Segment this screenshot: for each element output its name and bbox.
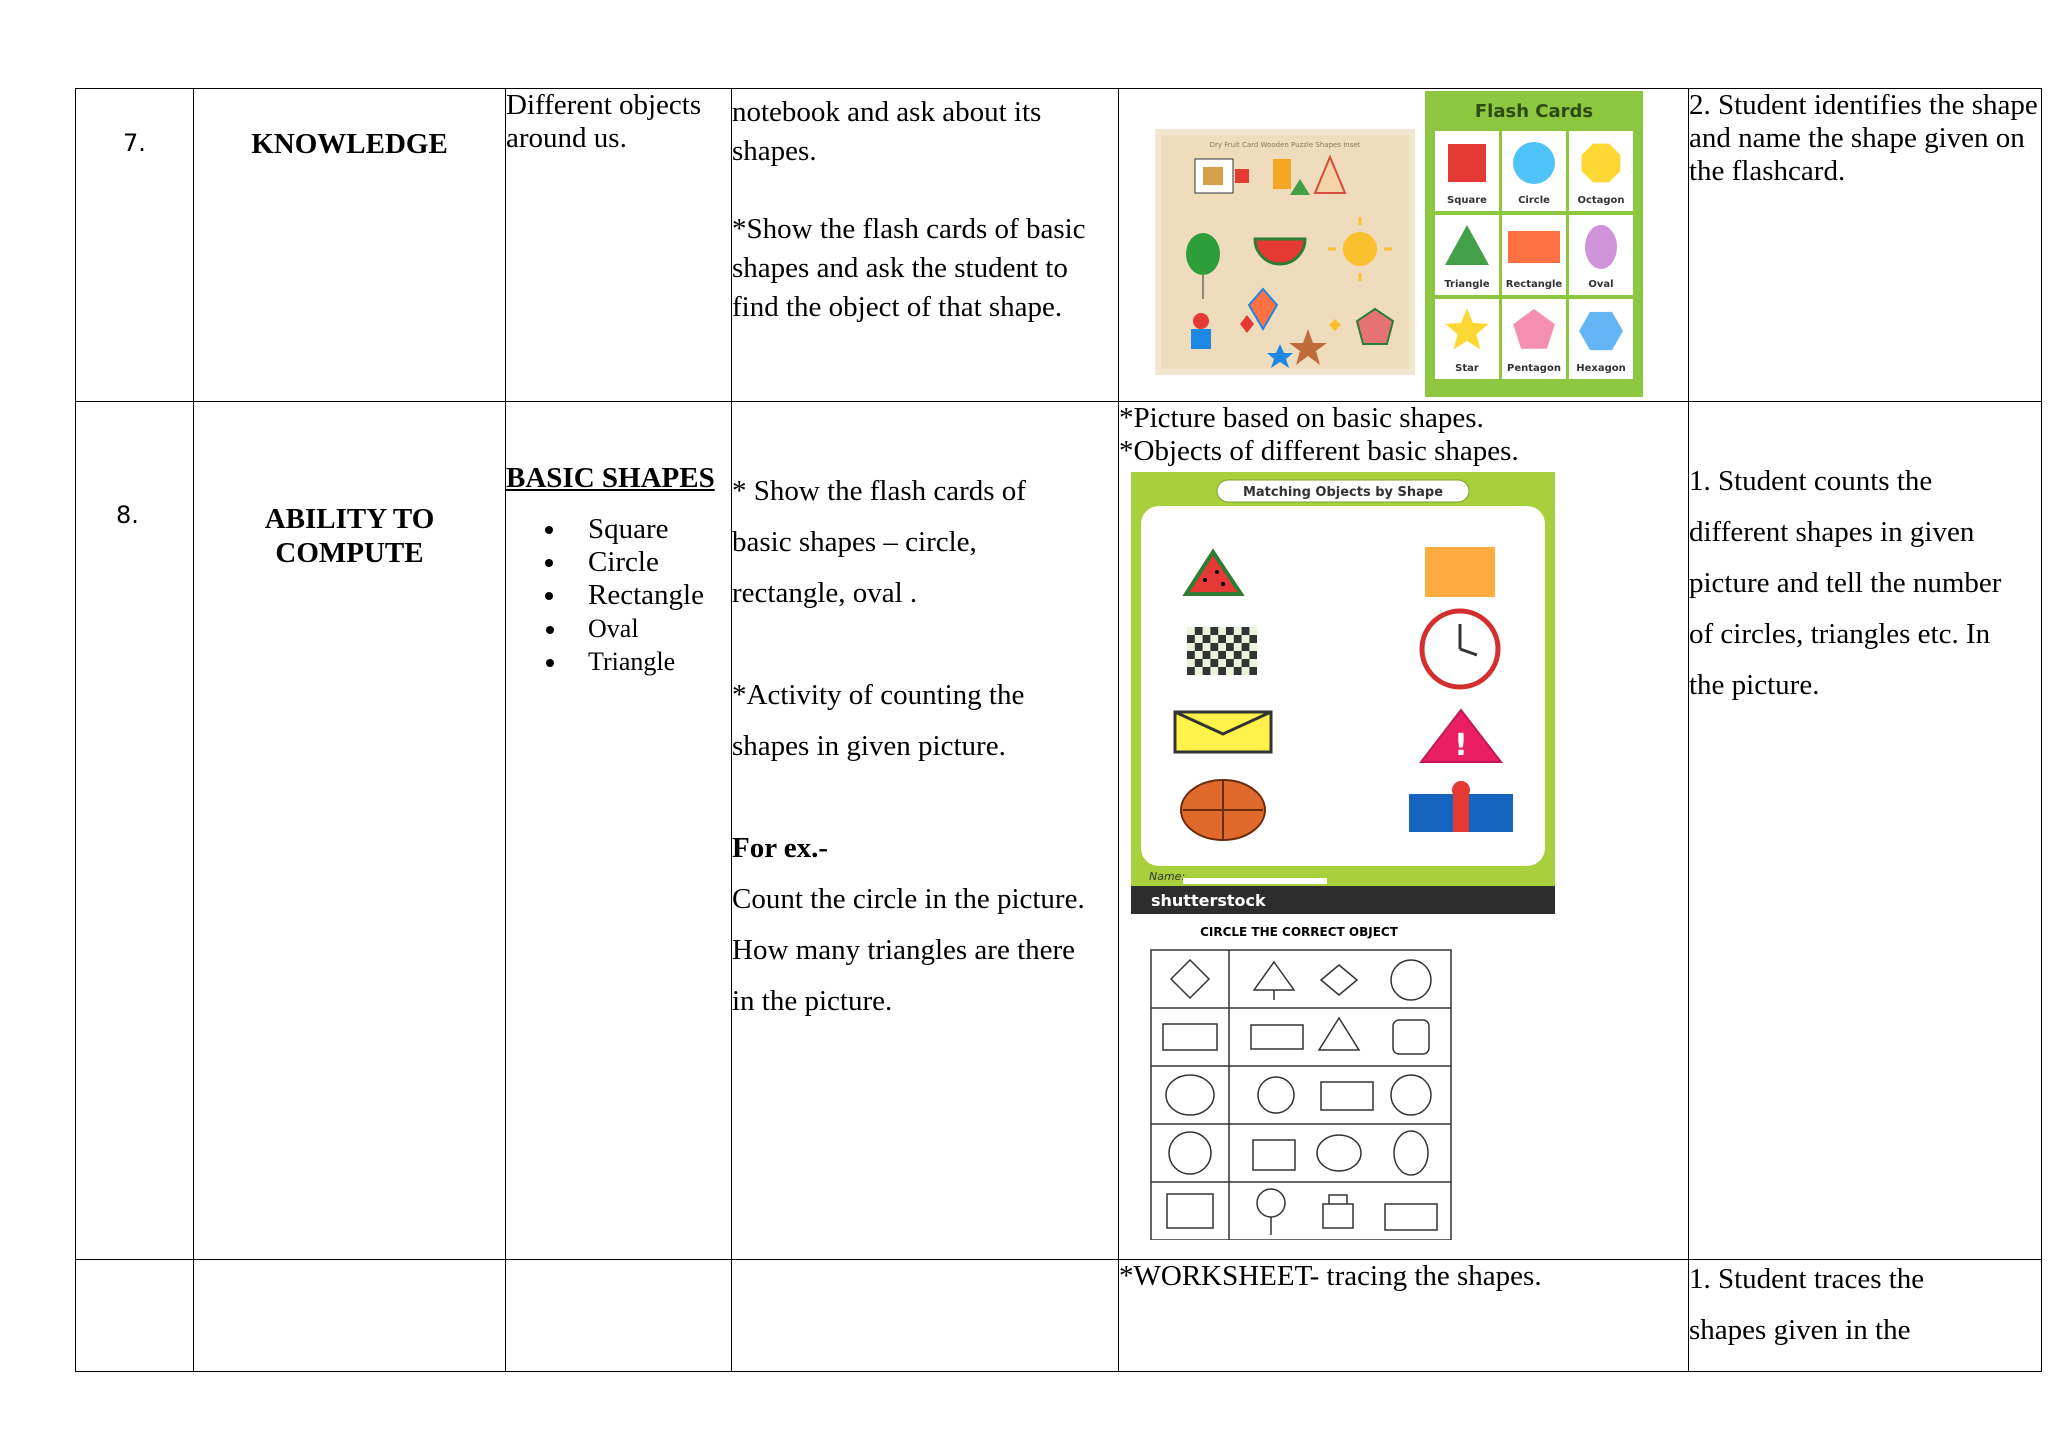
activity-text: [732, 93, 1118, 327]
list-item: • Rectangle: [568, 579, 731, 612]
domain-line: COMPUTE: [275, 537, 424, 569]
circle-correct-object-image: [1129, 920, 1469, 1240]
table-row: [76, 89, 2042, 402]
domain-cell: [194, 89, 506, 402]
outcome-text: [1689, 1254, 2041, 1356]
outcome-cell: [1689, 1260, 2042, 1372]
content-cell: [506, 402, 732, 1260]
resource-line: *Picture based on basic shapes.: [1119, 402, 1484, 434]
activity-line: * Show the flash cards of: [732, 475, 1026, 507]
activity-cell: [732, 1260, 1119, 1372]
example-line: Count the circle in the picture.: [732, 883, 1085, 915]
flashcard-label: Hexagon: [1576, 363, 1626, 374]
resources-cell: [1119, 1260, 1689, 1372]
domain-title: [194, 502, 505, 570]
domain-line: ABILITY TO: [264, 503, 435, 535]
row-number: 8.: [116, 501, 139, 529]
activity-line: rectangle, oval .: [732, 577, 918, 609]
table-row: [76, 1260, 2042, 1372]
domain-cell: [194, 1260, 506, 1372]
activity-line: shapes and ask the student to: [732, 252, 1068, 284]
matching-title: Matching Objects by Shape: [1242, 485, 1444, 500]
content-text: Different objects around us.: [506, 89, 702, 154]
shapes-list: [506, 513, 731, 678]
flashcard-label: Star: [1455, 363, 1479, 374]
domain-cell: [194, 402, 506, 1260]
svg-text:!: !: [1454, 728, 1468, 763]
outcome-cell: [1689, 402, 2042, 1260]
square-icon: [1448, 144, 1486, 182]
basic-shapes-heading: BASIC SHAPES: [506, 462, 715, 494]
outcome-line: 1. Student counts the: [1689, 465, 1933, 497]
lesson-plan-table: [75, 88, 2042, 1372]
octagon-icon: [1582, 144, 1621, 183]
outcome-line: 1. Student traces the: [1689, 1263, 1925, 1295]
activity-line: *Show the flash cards of basic: [732, 213, 1086, 245]
activity-line: find the object of that shape.: [732, 291, 1063, 323]
flashcard-label: Octagon: [1577, 195, 1625, 206]
flash-cards-image: [1425, 91, 1643, 397]
list-item: • Square: [568, 513, 731, 546]
flashcards-title: Flash Cards: [1474, 101, 1594, 122]
domain-title: KNOWLEDGE: [251, 128, 448, 160]
activity-text: [732, 466, 1118, 1027]
worksheet-title: CIRCLE THE CORRECT OBJECT: [1200, 925, 1398, 939]
example-label: For ex.-: [732, 832, 829, 864]
outcome-cell: [1689, 89, 2042, 402]
watermark-text: shutterstock: [1151, 891, 1266, 910]
flashcard-label: Pentagon: [1507, 363, 1561, 374]
example-line: How many triangles are there: [732, 934, 1076, 966]
resource-line: *Objects of different basic shapes.: [1119, 435, 1519, 467]
serial-cell: [76, 1260, 194, 1372]
outcome-line: shapes given in the: [1689, 1314, 1911, 1346]
flashcard-label: Oval: [1588, 279, 1614, 290]
outcome-line: of circles, triangles etc. In: [1689, 618, 1991, 650]
shape-puzzle-image: [1155, 129, 1415, 375]
resources-text: *WORKSHEET- tracing the shapes.: [1119, 1260, 1542, 1292]
outcome-text: 2. Student identifies the shape and name the shape given on the flashcard.: [1689, 89, 2038, 187]
outcome-line: different shapes in given: [1689, 516, 1975, 548]
flashcard-label: Triangle: [1444, 279, 1490, 290]
activity-cell: [732, 402, 1119, 1260]
resources-cell: [1119, 89, 1689, 402]
circle-icon: [1513, 142, 1555, 184]
name-label: Name:: [1149, 870, 1186, 883]
flashcard-label: Rectangle: [1505, 279, 1563, 290]
activity-cell: [732, 89, 1119, 402]
row-number: 7.: [123, 129, 146, 157]
activity-line: basic shapes – circle,: [732, 526, 977, 558]
resources-text: [1119, 402, 1688, 468]
puzzle-caption: Dry Fruit Card Wooden Puzzle Shapes Inset: [1209, 141, 1361, 149]
serial-cell: [76, 89, 194, 402]
outcome-line: the picture.: [1689, 669, 1820, 701]
flashcard-label: Circle: [1518, 195, 1550, 206]
resources-cell: [1119, 402, 1689, 1260]
example-line: in the picture.: [732, 985, 893, 1017]
list-item: • Triangle: [568, 645, 731, 678]
flashcard-label: Square: [1447, 195, 1487, 206]
activity-line: notebook and ask about its: [732, 96, 1042, 128]
outcome-line: picture and tell the number: [1689, 567, 2002, 599]
activity-line: *Activity of counting the: [732, 679, 1025, 711]
list-item: • Circle: [568, 546, 731, 579]
matching-objects-image: [1131, 472, 1555, 914]
content-cell: [506, 1260, 732, 1372]
content-cell: [506, 89, 732, 402]
serial-cell: [76, 402, 194, 1260]
activity-line: shapes in given picture.: [732, 730, 1006, 762]
outcome-text: [1689, 456, 2041, 711]
list-item: • Oval: [568, 612, 731, 645]
activity-line: shapes.: [732, 135, 817, 167]
oval-icon: [1585, 225, 1617, 269]
table-row: [76, 402, 2042, 1260]
rectangle-icon: [1508, 231, 1560, 263]
